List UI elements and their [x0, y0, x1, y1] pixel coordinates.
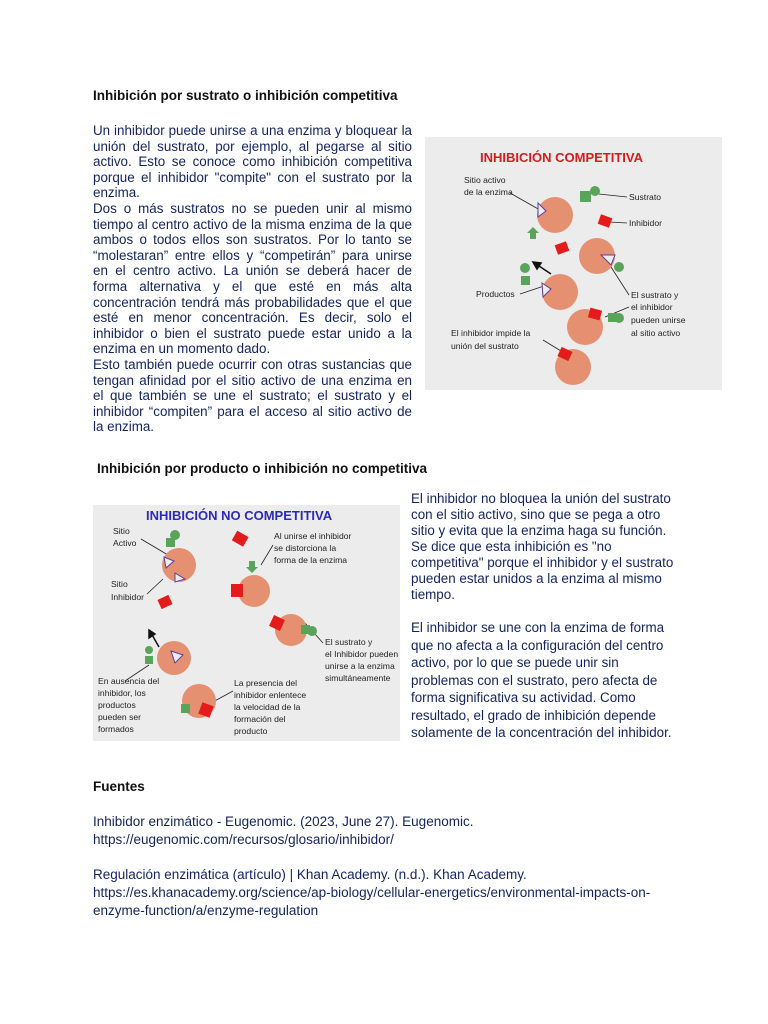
inhibitor-shape [157, 595, 172, 609]
substrate-shape [521, 276, 530, 285]
figure-title: INHIBICIÓN COMPETITIVA [480, 150, 643, 165]
substrate-shape [166, 538, 175, 547]
figure-title: INHIBICIÓN NO COMPETITIVA [146, 508, 333, 523]
section-heading-noncompetitive: Inhibición por producto o inhibición no competitiva [97, 461, 427, 476]
label-presence: la velocidad de la [234, 702, 301, 712]
label-inhibitor-blocks: El inhibidor impide la [451, 328, 531, 338]
substrate-shape [181, 704, 190, 713]
label-distortion: forma de la enzima [274, 555, 348, 565]
label-absence: pueden ser [98, 712, 142, 722]
paragraph: Dos o más sustratos no se pueden unir al mismo tiempo al centro activo de la misma enzima de la que ambos o todos ellos son sustratos. Por lo tanto se “molestaran” entre ellos y “competirán” para unirse en el centro activo. La unión se deberá hacer de forma alternativa y el que esté en más alta concentración tendrá más probabilidades que el que esté en menor concentración. Es decir, solo el inhibidor o bien el sustrato puede estar unido a la enzima en un momento dado. [93, 200, 412, 357]
substrate-shape [246, 561, 258, 573]
inhibitor-shape [232, 531, 249, 547]
paragraph: El inhibidor no bloquea la unión del sustrato con el sitio activo, sino que se pega a otro sitio y evita que la enzima haga su función. Se dice que esta inhibición es "no competitiva" porque el inhibidor y el sustrato pueden estar unidos a la enzima al mismo tiempo. [411, 491, 674, 602]
enzyme-circle [537, 197, 573, 233]
label-presence: formación del [234, 714, 286, 724]
noncompetitive-text [411, 491, 681, 742]
label-simultaneous: El sustrato y [325, 637, 373, 647]
source-link[interactable]: https://eugenomic.com/recursos/glosario/inhibidor/ [93, 832, 394, 847]
label-both-bind: pueden unirse [631, 315, 686, 325]
label-absence: formados [98, 724, 134, 734]
inhibitor-shape [231, 584, 243, 597]
inhibitor-shape [598, 214, 613, 228]
sources-heading: Fuentes [93, 779, 145, 794]
paragraph: Esto también puede ocurrir con otras sustancias que tengan afinidad por el sitio activo de una enzima en el que también se une el sustrato; el sustrato y el inhibidor “compiten” para el acceso al sitio activo de la enzima. [93, 356, 412, 435]
substrate-shape [301, 625, 310, 634]
label-active-site: Sitio [113, 526, 130, 536]
substrate-shape [580, 191, 591, 202]
label-active-site: Sitio activo [464, 175, 506, 185]
competitive-inhibition-figure [425, 137, 722, 390]
source-entry [93, 866, 693, 920]
competitive-text [93, 123, 412, 435]
label-distortion: Al unirse el inhibidor [274, 531, 352, 541]
paragraph: El inhibidor se une con la enzima de forma que no afecta a la configuración del centro activo, por lo que se puede unir sin problemas con el sustrato, pero afecta de forma significativa su actividad. Como resultado, el grado de inhibición depende solamente de la concentración del inhibidor. [411, 620, 672, 740]
label-inhibitor-site: Sitio [111, 579, 128, 589]
section-heading-competitive: Inhibición por sustrato o inhibición competitiva [93, 88, 398, 103]
source-citation: Regulación enzimática (artículo) | Khan Academy. (n.d.). Khan Academy. [93, 867, 527, 882]
substrate-shape [614, 313, 624, 323]
label-presence: producto [234, 726, 268, 736]
paragraph: Un inhibidor puede unirse a una enzima y bloquear la unión del sustrato, por ejemplo, al pegarse al sitio activo. Esto se conoce como inhibición competitiva porque el inhibidor "compite" con el sustrato por la enzima. [93, 123, 412, 201]
source-entry [93, 813, 693, 849]
label-inhibitor-site: Inhibidor [111, 592, 144, 602]
substrate-shape [614, 262, 624, 272]
label-presence: inhibidor enlentece [234, 690, 307, 700]
label-both-bind: al sitio activo [631, 328, 681, 338]
label-both-bind: El sustrato y [631, 290, 679, 300]
label-simultaneous: unirse a la enzima [325, 661, 395, 671]
label-presence: La presencia del [234, 678, 298, 688]
label-simultaneous: simultáneamente [325, 673, 391, 683]
label-absence: En ausencia del [98, 676, 160, 686]
noncompetitive-inhibition-figure [93, 505, 400, 741]
source-link[interactable]: https://es.khanacademy.org/science/ap-biology/cellular-energetics/environmental-impacts-on-enzyme-function/a/enzyme-regulation [93, 885, 651, 918]
substrate-shape [520, 263, 530, 273]
source-citation: Inhibidor enzimático - Eugenomic. (2023, June 27). Eugenomic. [93, 814, 474, 829]
label-inhibitor-blocks: unión del sustrato [451, 341, 519, 351]
label-both-bind: el inhibidor [631, 302, 673, 312]
substrate-shape [590, 186, 600, 196]
label-absence: productos [98, 700, 136, 710]
label-products: Productos [476, 289, 515, 299]
label-distortion: se distorciona la [274, 543, 337, 553]
substrate-shape [145, 656, 153, 664]
label-inhibitor: Inhibidor [629, 218, 662, 228]
label-substrate: Sustrato [629, 192, 662, 202]
substrate-shape [527, 227, 539, 239]
label-absence: inhibidor, los [98, 688, 146, 698]
inhibitor-shape [555, 241, 570, 255]
label-active-site: Activo [113, 538, 137, 548]
substrate-shape [145, 646, 153, 654]
label-simultaneous: el Inhibidor pueden [325, 649, 399, 659]
label-active-site: de la enzima [464, 187, 513, 197]
